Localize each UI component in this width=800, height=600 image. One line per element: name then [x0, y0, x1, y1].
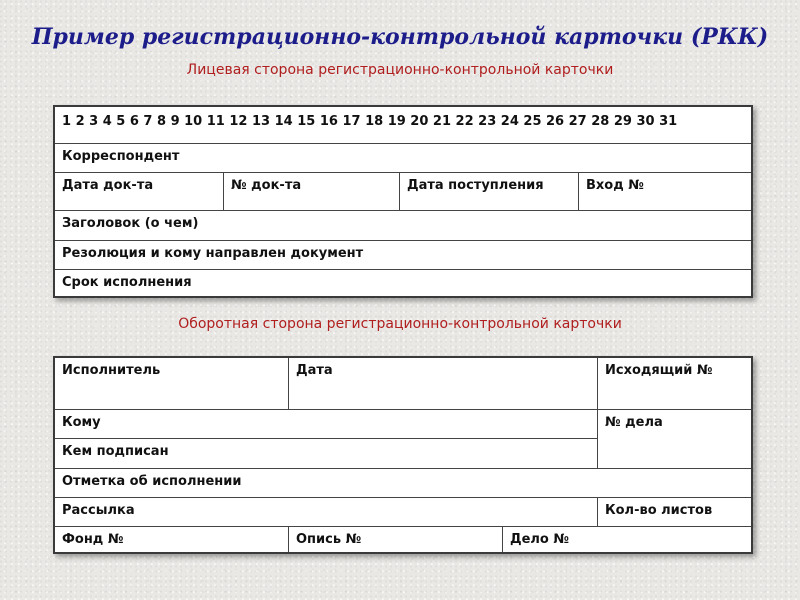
doc-number-field: № док-та — [231, 178, 302, 193]
execution-mark-field: Отметка об исполнении — [62, 474, 242, 489]
front-side-caption: Лицевая сторона регистрационно-контрольной карточки — [186, 62, 614, 78]
case-number-field: № дела — [605, 415, 663, 430]
back-side-card — [53, 356, 753, 554]
days-row: 1 2 3 4 5 6 7 8 9 10 11 12 13 14 15 16 17 18 19 20 21 22 23 24 25 26 27 28 29 30 31 — [62, 114, 678, 129]
resolution-field: Резолюция и кому направлен документ — [62, 246, 364, 261]
executor-field: Исполнитель — [62, 363, 161, 378]
doc-date-field: Дата док-та — [62, 178, 154, 193]
fond-field: Фонд № — [62, 532, 124, 547]
to-whom-field: Кому — [62, 415, 101, 430]
correspondent-field: Корреспондент — [62, 149, 180, 164]
deadline-field: Срок исполнения — [62, 275, 192, 290]
receipt-date-field: Дата поступления — [407, 178, 544, 193]
front-side-card — [53, 105, 753, 298]
date-field: Дата — [296, 363, 333, 378]
case-field: Дело № — [510, 532, 570, 547]
page-title: Пример регистрационно-контрольной карточки (РКК) — [31, 24, 769, 50]
distribution-field: Рассылка — [62, 503, 135, 518]
incoming-number-field: Вход № — [586, 178, 644, 193]
sheet-count-field: Кол-во листов — [605, 503, 713, 518]
signed-by-field: Кем подписан — [62, 444, 169, 459]
back-side-caption: Оборотная сторона регистрационно-контрольной карточки — [178, 316, 622, 332]
outgoing-number-field: Исходящий № — [605, 363, 713, 378]
heading-field: Заголовок (о чем) — [62, 216, 199, 231]
inventory-field: Опись № — [296, 532, 362, 547]
